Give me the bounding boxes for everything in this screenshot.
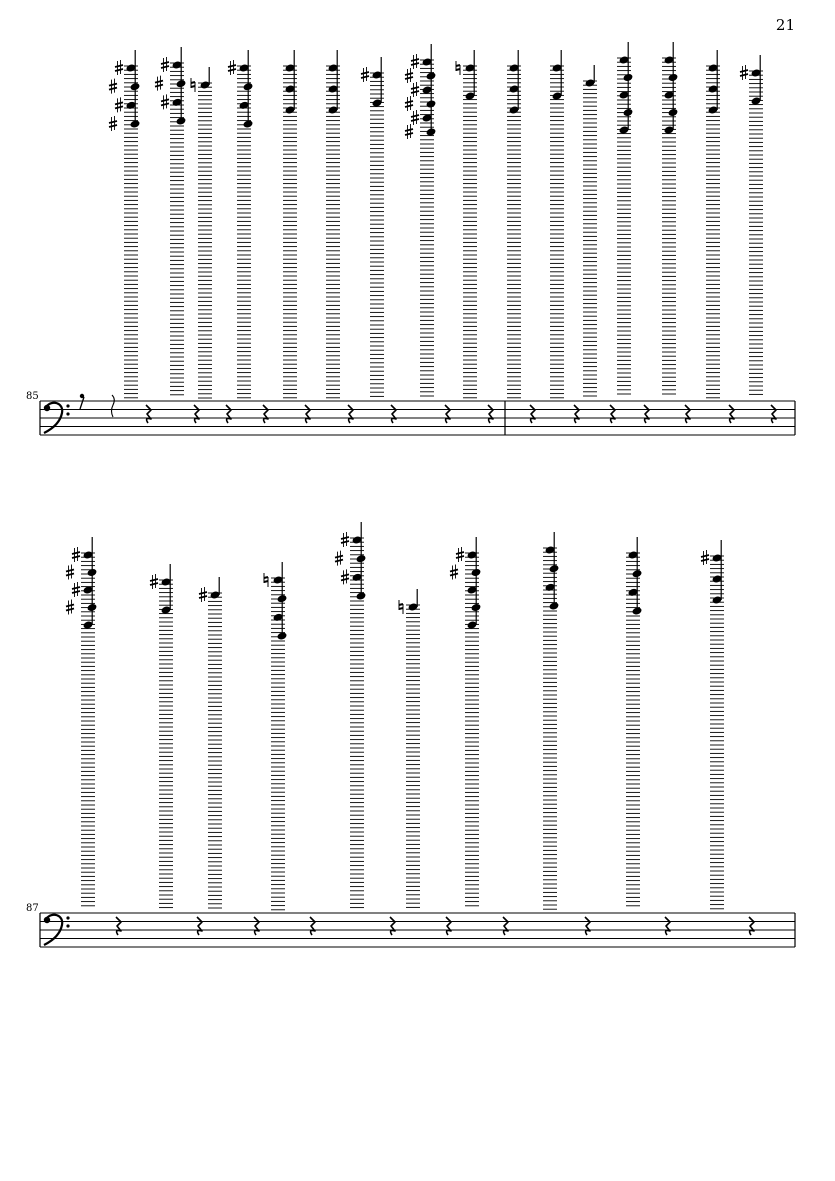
quarter-rest xyxy=(197,917,202,935)
chord xyxy=(543,532,559,909)
sharp-bar xyxy=(161,62,169,64)
chord xyxy=(456,50,477,398)
sharp-bar xyxy=(341,537,349,539)
chord xyxy=(150,564,173,908)
sharp-bar xyxy=(361,72,369,74)
sharp-bar xyxy=(405,133,413,135)
sharp-sign xyxy=(161,94,169,109)
sharp-bar xyxy=(405,77,413,79)
quarter-rest xyxy=(348,405,353,423)
measure-number-87: 87 xyxy=(26,903,39,914)
bass-clef-dot-lower xyxy=(66,924,69,927)
natural-bar xyxy=(264,581,268,582)
quarter-rest xyxy=(665,917,670,935)
natural-sign xyxy=(399,600,403,614)
sharp-bar xyxy=(740,74,748,76)
quarter-rest xyxy=(644,405,649,423)
natural-sign xyxy=(264,573,268,587)
sharp-sign xyxy=(199,587,207,602)
sharp-bar xyxy=(161,66,169,68)
chord xyxy=(199,577,222,908)
sharp-bar xyxy=(109,125,117,127)
bass-clef-dot-upper xyxy=(66,916,69,919)
chord xyxy=(66,537,97,906)
sharp-bar xyxy=(228,65,236,67)
sharp-bar xyxy=(72,552,80,554)
chord xyxy=(701,540,724,909)
sharp-bar xyxy=(199,596,207,598)
quarter-rest xyxy=(310,917,315,935)
sharp-bar xyxy=(115,106,123,108)
sharp-bar xyxy=(66,574,74,576)
sharp-sign xyxy=(411,54,419,69)
sharp-bar xyxy=(155,81,163,83)
quarter-rest xyxy=(685,405,690,423)
eighth-rest-stem xyxy=(80,397,84,409)
sharp-sign xyxy=(109,116,117,131)
sharp-sign xyxy=(66,565,74,580)
natural-sign xyxy=(456,61,460,75)
sharp-bar xyxy=(150,579,158,581)
quarter-rest xyxy=(771,405,776,423)
quarter-rest xyxy=(749,917,754,935)
quarter-rest xyxy=(445,405,450,423)
natural-bar xyxy=(456,65,460,66)
sharp-sign xyxy=(335,551,343,566)
natural-bar xyxy=(264,577,268,578)
quarter-rest xyxy=(226,405,231,423)
sharp-sign xyxy=(405,68,413,83)
sharp-bar xyxy=(115,102,123,104)
sharp-bar xyxy=(150,583,158,585)
sharp-bar xyxy=(411,63,419,65)
grace-arpeggio xyxy=(112,395,115,417)
sharp-bar xyxy=(66,605,74,607)
sharp-sign xyxy=(701,550,709,565)
chord xyxy=(662,42,678,394)
chord xyxy=(326,50,340,398)
sharp-sign xyxy=(411,82,419,97)
sharp-sign xyxy=(411,110,419,125)
sharp-bar xyxy=(701,559,709,561)
chord xyxy=(264,562,287,910)
sharp-bar xyxy=(740,70,748,72)
quarter-rest xyxy=(729,405,734,423)
sharp-bar xyxy=(405,101,413,103)
chord xyxy=(450,537,481,906)
sharp-bar xyxy=(228,69,236,71)
bass-clef-dot-upper xyxy=(66,404,69,407)
sharp-sign xyxy=(456,547,464,562)
quarter-rest xyxy=(254,917,259,935)
sharp-bar xyxy=(450,574,458,576)
chord xyxy=(507,50,521,398)
sharp-sign xyxy=(341,569,349,584)
sharp-sign xyxy=(361,67,369,82)
sharp-bar xyxy=(161,99,169,101)
system-1 xyxy=(40,42,795,435)
natural-sign xyxy=(191,78,195,92)
quarter-rest xyxy=(263,405,268,423)
sharp-sign xyxy=(150,574,158,589)
sharp-bar xyxy=(72,587,80,589)
sharp-bar xyxy=(335,556,343,558)
quarter-rest xyxy=(194,405,199,423)
bass-clef-dot-lower xyxy=(66,412,69,415)
sharp-bar xyxy=(456,556,464,558)
chord xyxy=(155,47,186,395)
sharp-bar xyxy=(66,570,74,572)
chord xyxy=(109,50,140,398)
sharp-bar xyxy=(341,574,349,576)
chord xyxy=(335,522,366,908)
sharp-sign xyxy=(228,60,236,75)
sharp-sign xyxy=(155,76,163,91)
bass-clef-dot-head xyxy=(44,917,50,923)
quarter-rest xyxy=(585,917,590,935)
sharp-bar xyxy=(335,560,343,562)
chord xyxy=(361,57,384,396)
natural-bar xyxy=(399,608,403,609)
sharp-bar xyxy=(411,91,419,93)
system-2 xyxy=(40,522,795,947)
sharp-sign xyxy=(115,97,123,112)
sharp-sign xyxy=(72,582,80,597)
sharp-bar xyxy=(66,609,74,611)
page-number: 21 xyxy=(775,16,795,34)
sharp-bar xyxy=(411,87,419,89)
sharp-bar xyxy=(341,541,349,543)
natural-bar xyxy=(399,604,403,605)
sharp-sign xyxy=(66,600,74,615)
sharp-bar xyxy=(161,103,169,105)
natural-bar xyxy=(456,69,460,70)
sharp-bar xyxy=(450,570,458,572)
chord xyxy=(617,42,633,394)
quarter-rest xyxy=(146,405,151,423)
natural-bar xyxy=(191,86,195,87)
sharp-sign xyxy=(405,96,413,111)
measure-number-85: 85 xyxy=(26,391,39,402)
quarter-rest xyxy=(446,917,451,935)
sharp-sign xyxy=(450,565,458,580)
chord xyxy=(583,65,597,396)
chord xyxy=(191,67,212,398)
quarter-rest xyxy=(574,405,579,423)
sharp-bar xyxy=(456,552,464,554)
chord xyxy=(283,50,297,398)
sharp-bar xyxy=(411,59,419,61)
sharp-bar xyxy=(115,69,123,71)
quarter-rest xyxy=(116,917,121,935)
chord xyxy=(405,44,436,396)
sharp-sign xyxy=(341,532,349,547)
sharp-sign xyxy=(72,547,80,562)
sharp-bar xyxy=(115,65,123,67)
bass-clef-dot-head xyxy=(44,405,50,411)
quarter-rest xyxy=(390,917,395,935)
chord xyxy=(399,589,420,907)
sharp-sign xyxy=(740,65,748,80)
chord xyxy=(228,50,253,398)
natural-bar xyxy=(191,82,195,83)
sharp-bar xyxy=(405,105,413,107)
sharp-bar xyxy=(109,84,117,86)
sharp-sign xyxy=(161,57,169,72)
sharp-sign xyxy=(109,79,117,94)
sharp-bar xyxy=(405,129,413,131)
sharp-bar xyxy=(155,85,163,87)
sharp-bar xyxy=(341,578,349,580)
chord xyxy=(626,537,642,906)
sharp-bar xyxy=(411,119,419,121)
quarter-rest xyxy=(530,405,535,423)
sharp-bar xyxy=(72,591,80,593)
chord xyxy=(550,50,564,398)
sharp-bar xyxy=(361,76,369,78)
sharp-bar xyxy=(411,115,419,117)
sharp-bar xyxy=(701,555,709,557)
sharp-bar xyxy=(199,592,207,594)
quarter-rest xyxy=(305,405,310,423)
quarter-rest xyxy=(503,917,508,935)
sharp-sign xyxy=(405,124,413,139)
chord xyxy=(740,55,763,394)
chord xyxy=(706,50,720,398)
sharp-bar xyxy=(405,73,413,75)
sharp-bar xyxy=(109,121,117,123)
quarter-rest xyxy=(391,405,396,423)
sharp-bar xyxy=(109,88,117,90)
quarter-rest xyxy=(610,405,615,423)
quarter-rest xyxy=(488,405,493,423)
sharp-bar xyxy=(72,556,80,558)
sharp-sign xyxy=(115,60,123,75)
